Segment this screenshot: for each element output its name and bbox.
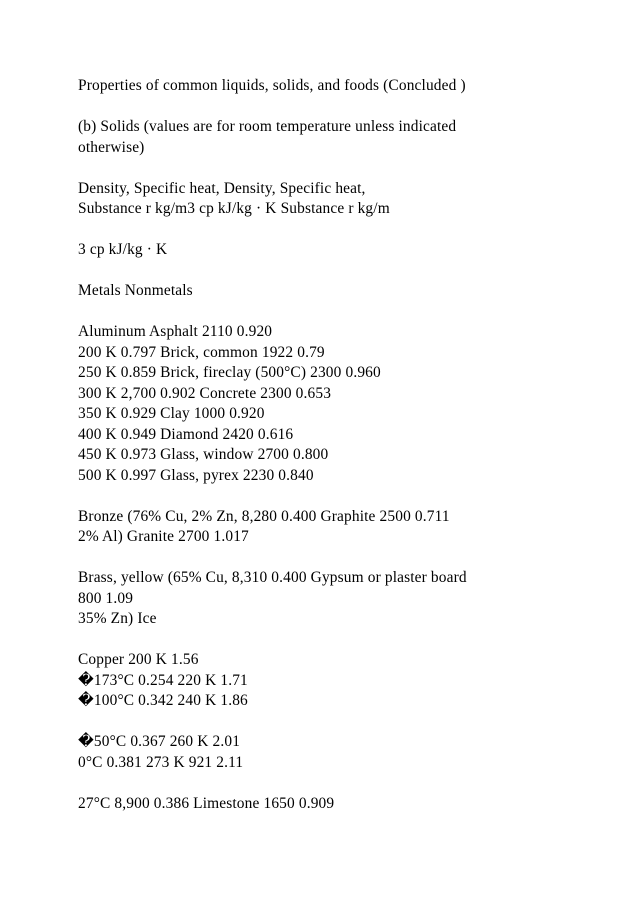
blank-line: [78, 97, 618, 118]
table-line: 200 K 0.797 Brick, common 1922 0.79: [78, 343, 325, 361]
table-line: 350 K 0.929 Clay 1000 0.920: [78, 405, 265, 422]
table-line: Copper 200 K 1.56: [78, 651, 199, 668]
blank-line: [78, 548, 618, 569]
table-line: 0°C 0.381 273 K 921 2.11: [78, 753, 244, 771]
table-line: 250 K 0.859 Brick, fireclay (500°C) 2300 0.960: [78, 364, 381, 381]
table-line: 2% Al) Granite 2700 1.017: [78, 528, 249, 545]
blank-line: [78, 220, 618, 241]
document-title: Properties of common liquids, solids, and foods (Concluded ): [78, 77, 466, 94]
table-line: 400 K 0.949 Diamond 2420 0.616: [78, 425, 294, 443]
table-line: 450 K 0.973 Glass, window 2700 0.800: [78, 446, 329, 463]
section-heading-cont: otherwise): [78, 138, 145, 156]
table-line: 27°C 8,900 0.386 Limestone 1650 0.909: [78, 794, 335, 812]
column-header: Density, Specific heat, Density, Specific heat,: [78, 179, 366, 197]
blank-line: [78, 712, 618, 733]
document-text: [78, 76, 618, 814]
blank-line: [78, 261, 618, 282]
table-line: Bronze (76% Cu, 2% Zn, 8,280 0.400 Graphite 2500 0.711: [78, 507, 450, 525]
column-header-cont: 3 cp kJ/kg · K: [78, 241, 168, 258]
table-line: �50°C 0.367 260 K 2.01: [78, 733, 241, 750]
blank-line: [78, 773, 618, 794]
section-heading: (b) Solids (values are for room temperature unless indicated: [78, 118, 457, 135]
table-line: �100°C 0.342 240 K 1.86: [78, 692, 248, 709]
table-line: 800 1.09: [78, 589, 134, 607]
table-line: 35% Zn) Ice: [78, 610, 157, 627]
blank-line: [78, 302, 618, 323]
category-heading: Metals Nonmetals: [78, 282, 193, 299]
blank-line: [78, 486, 618, 507]
blank-line: [78, 630, 618, 651]
table-line: Brass, yellow (65% Cu, 8,310 0.400 Gypsum or plaster board: [78, 569, 467, 586]
table-line: �173°C 0.254 220 K 1.71: [78, 671, 248, 689]
table-line: 300 K 2,700 0.902 Concrete 2300 0.653: [78, 384, 332, 402]
table-line: Aluminum Asphalt 2110 0.920: [78, 323, 273, 340]
table-line: 500 K 0.997 Glass, pyrex 2230 0.840: [78, 466, 314, 484]
blank-line: [78, 158, 618, 179]
column-header: Substance r kg/m3 cp kJ/kg · K Substance r kg/m: [78, 200, 390, 217]
